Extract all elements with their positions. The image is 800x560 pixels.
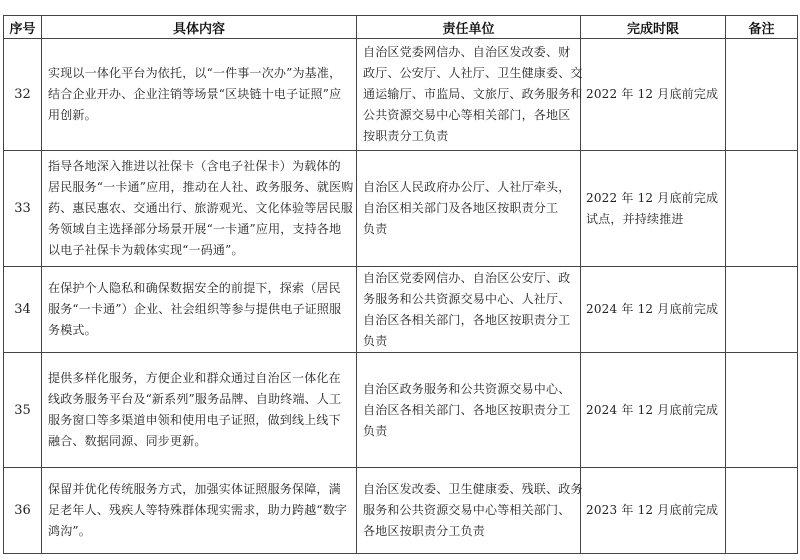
unit-line: 务服务和公共资源交易中心、人社厅、	[363, 291, 571, 306]
row-unit	[357, 39, 581, 151]
table-row	[4, 39, 798, 151]
row-unit	[357, 353, 581, 468]
unit-line: 各地区按职责分工负责	[363, 524, 486, 538]
deadline-line: 2022 年 12 月底前完成	[586, 190, 719, 205]
content-line: 鸿沟”。	[48, 524, 91, 538]
unit-line: 服务和公共资源交易中心等相关部门、	[363, 503, 571, 517]
row-notes	[726, 151, 798, 267]
deadline-line: 2024 年 12 月底前完成	[586, 402, 719, 417]
unit-line: 自治区党委网信办、自治区发改委、财	[363, 45, 571, 59]
unit-line: 负责	[363, 222, 388, 236]
row-seq: 34	[4, 267, 42, 353]
content-line: 线政务服务平台及“新系列”服务品牌、自助终端、人工	[48, 392, 342, 406]
header-notes: 备注	[726, 16, 798, 39]
content-line: 提供多样化服务，方便企业和群众通过自治区一体化在	[48, 371, 341, 385]
row-content	[42, 468, 357, 554]
content-line: 在保护个人隐私和确保数据安全的前提下，探索（居民	[48, 281, 341, 295]
content-line: 务领域自主选择部分场景开展“一卡通”应用，支持各地	[48, 222, 342, 236]
row-content	[42, 267, 357, 353]
header-unit: 责任单位	[357, 16, 581, 39]
deadline-line: 2022 年 12 月底前完成	[586, 87, 719, 101]
content-line: 居民服务“一卡通”应用，推动在人社、政务服务、就医购	[48, 180, 354, 194]
unit-line: 自治区人民政府办公厅、人社厅牵头，	[363, 180, 571, 194]
unit-line: 自治区政务服务和公共资源交易中心、	[363, 381, 571, 396]
table-row	[4, 151, 798, 267]
row-notes	[726, 353, 798, 468]
row-seq: 33	[4, 151, 42, 267]
deadline-line: 试点，并持续推进	[586, 211, 684, 226]
content-line: 用创新。	[48, 108, 97, 122]
table-row	[4, 267, 798, 353]
content-line: 务模式。	[48, 323, 97, 337]
unit-line: 按职责分工负责	[363, 129, 449, 143]
row-deadline	[581, 267, 726, 353]
header-row	[4, 16, 798, 39]
row-unit	[357, 267, 581, 353]
unit-line: 自治区发改委、卫生健康委、残联、政务	[363, 482, 583, 496]
unit-line: 自治区各相关部门、各地区按职责分工	[363, 402, 571, 417]
table-row	[4, 353, 798, 468]
unit-line: 通运输厅、市监局、文旅厅、政务服务和	[363, 87, 583, 101]
content-line: 实现以一体化平台为依托，以“一件事一次办”为基准，	[48, 66, 342, 80]
unit-line: 政厅、公安厅、人社厅、卫生健康委、交	[363, 66, 583, 80]
row-seq: 35	[4, 353, 42, 468]
row-unit	[357, 151, 581, 267]
row-deadline	[581, 468, 726, 554]
content-line: 保留并优化传统服务方式，加强实体证照服务保障，满	[48, 482, 341, 496]
deadline-line: 2023 年 12 月底前完成	[586, 503, 719, 517]
row-content	[42, 39, 357, 151]
table-row	[4, 468, 798, 554]
unit-line: 负责	[363, 423, 388, 438]
row-seq: 36	[4, 468, 42, 554]
header-seq: 序号	[4, 16, 42, 39]
content-line: 服务“一卡通”）企业、社会组织等参与提供电子证照服	[48, 302, 342, 316]
document-sheet	[3, 15, 797, 554]
unit-line: 负责	[363, 333, 388, 348]
content-line: 足老年人、残疾人等特殊群体现实需求，助力跨越“数字	[48, 503, 348, 517]
row-deadline	[581, 39, 726, 151]
task-table	[3, 15, 798, 554]
content-line: 融合、数据同源、同步更新。	[48, 434, 207, 448]
deadline-line: 2024 年 12 月底前完成	[586, 302, 719, 316]
content-line: 结合企业开办、企业注销等场景“区块链十电子证照”应	[48, 87, 342, 101]
row-unit	[357, 468, 581, 554]
unit-line: 自治区各相关部门，各地区按职责分工	[363, 312, 571, 327]
header-deadline: 完成时限	[581, 16, 726, 39]
row-seq: 32	[4, 39, 42, 151]
row-deadline	[581, 151, 726, 267]
row-content	[42, 353, 357, 468]
content-line: 指导各地深入推进以社保卡（含电子社保卡）为载体的	[48, 159, 341, 173]
row-deadline	[581, 353, 726, 468]
unit-line: 自治区党委网信办、自治区公安厅、政	[363, 270, 571, 285]
row-notes	[726, 468, 798, 554]
unit-line: 自治区相关部门及各地区按职责分工	[363, 201, 559, 215]
content-line: 服务窗口等多渠道申领和使用电子证照，做到线上线下	[48, 413, 341, 427]
unit-line: 公共资源交易中心等相关部门，各地区	[363, 108, 571, 122]
content-line: 以电子社保卡为载体实现“一码通”。	[48, 243, 244, 257]
header-content: 具体内容	[42, 16, 357, 39]
row-notes	[726, 39, 798, 151]
row-content	[42, 151, 357, 267]
row-notes	[726, 267, 798, 353]
content-line: 药、惠民惠农、交通出行、旅游观光、文化体验等居民服	[48, 201, 354, 215]
